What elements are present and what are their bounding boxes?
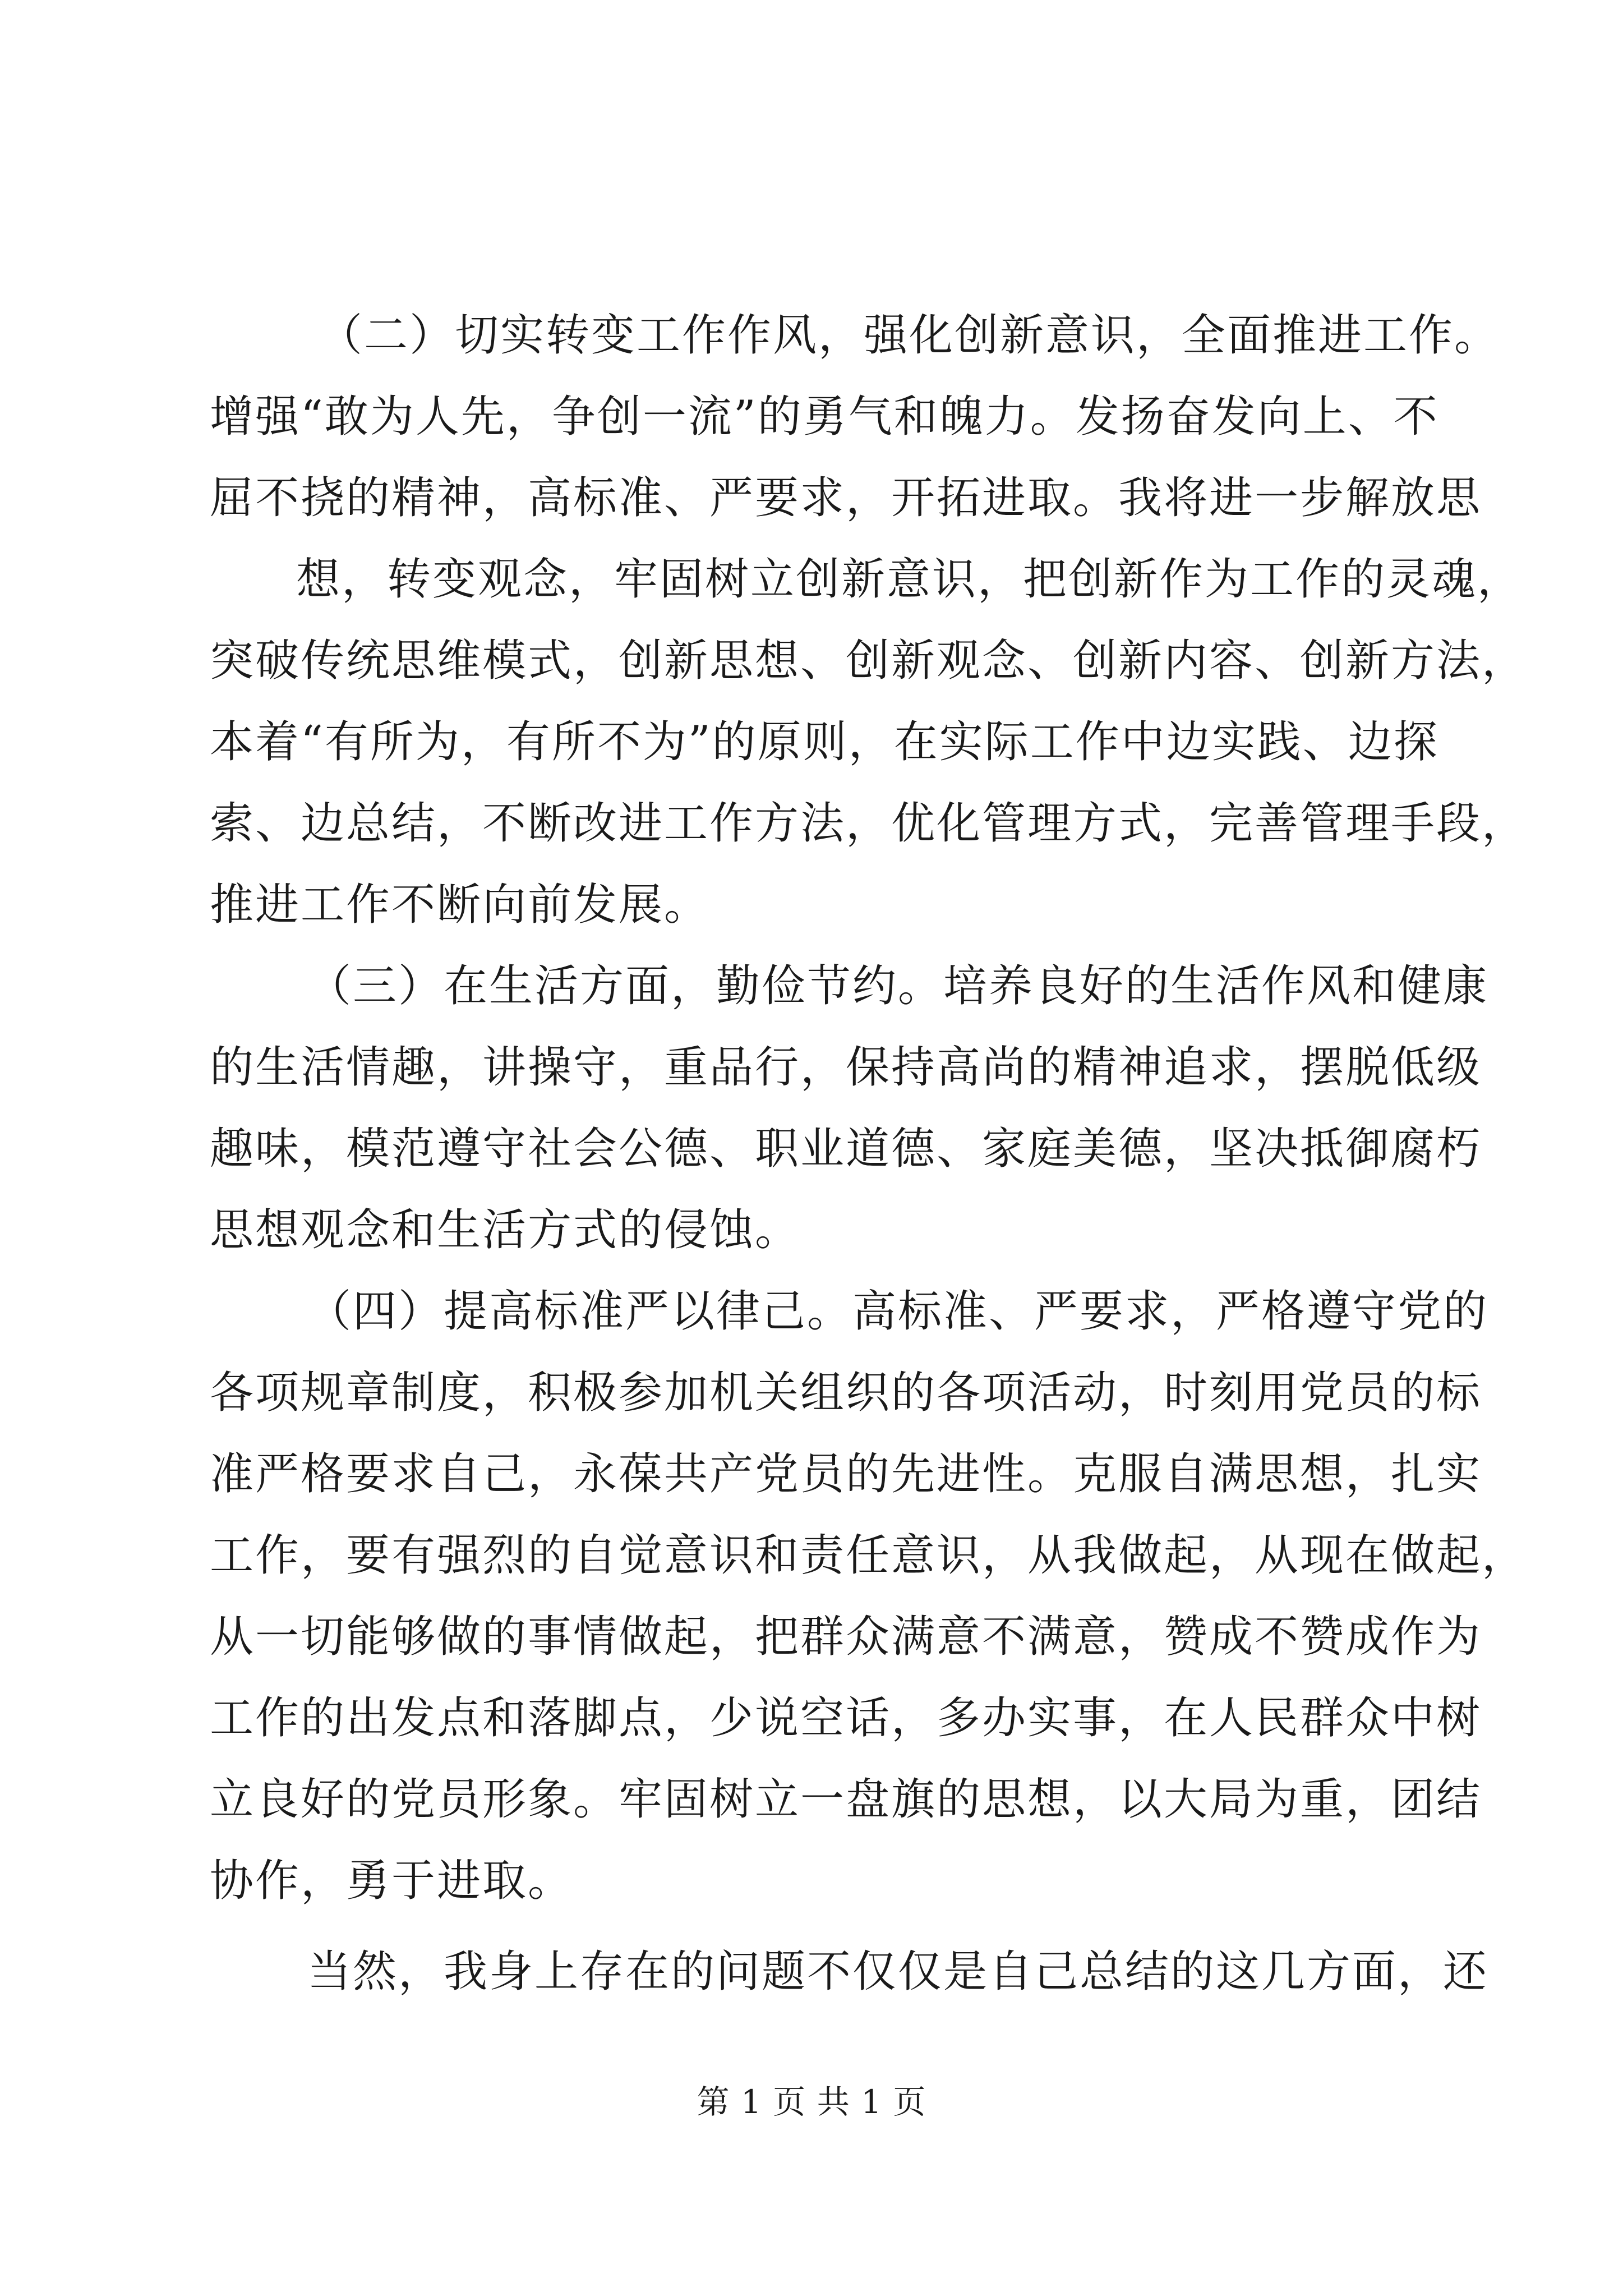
paragraph-line: 想，转变观念，牢固树立创新意识，把创新作为工作的灵魂， bbox=[296, 554, 1523, 605]
paragraph-line: 准严格要求自己，永葆共产党员的先进性。克服自满思想，扎实 bbox=[210, 1449, 1482, 1499]
paragraph-line: 思想观念和生活方式的侵蚀。 bbox=[210, 1205, 801, 1255]
paragraph-line: 立良好的党员形象。牢固树立一盘旗的思想，以大局为重，团结 bbox=[210, 1774, 1482, 1825]
paragraph-line: 屈不挠的精神，高标准、严要求，开拓进取。我将进一步解放思 bbox=[210, 473, 1482, 523]
paragraph-line: 工作，要有强烈的自觉意识和责任意识，从我做起，从现在做起， bbox=[210, 1530, 1528, 1581]
paragraph-line: （四）提高标准严以律己。高标准、严要求，严格遵守党的 bbox=[307, 1286, 1489, 1337]
paragraph-line: 本着“有所为，有所不为”的原则，在实际工作中边实践、边探 bbox=[210, 717, 1439, 767]
paragraph-line: 推进工作不断向前发展。 bbox=[210, 880, 710, 930]
paragraph-line: 趣味，模范遵守社会公德、职业道德、家庭美德，坚决抵御腐朽 bbox=[210, 1124, 1482, 1174]
paragraph-line: 从一切能够做的事情做起，把群众满意不满意，赞成不赞成作为 bbox=[210, 1612, 1482, 1662]
paragraph-line: 工作的出发点和落脚点，少说空话，多办实事，在人民群众中树 bbox=[210, 1693, 1482, 1743]
paragraph-line: 增强“敢为人先，争创一流”的勇气和魄力。发扬奋发向上、不 bbox=[210, 392, 1439, 442]
page-number-footer: 第 1 页 共 1 页 bbox=[697, 2083, 926, 2121]
paragraph-line: 当然，我身上存在的问题不仅仅是自己总结的这几方面，还 bbox=[307, 1947, 1489, 1997]
paragraph-line: 突破传统思维模式，创新思想、创新观念、创新内容、创新方法， bbox=[210, 636, 1528, 686]
paragraph-line: 各项规章制度，积极参加机关组织的各项活动，时刻用党员的标 bbox=[210, 1368, 1482, 1418]
paragraph-line: 协作，勇于进取。 bbox=[210, 1856, 574, 1906]
paragraph-line: 的生活情趣，讲操守，重品行，保持高尚的精神追求，摆脱低级 bbox=[210, 1042, 1482, 1093]
paragraph-line: （二）切实转变工作作风，强化创新意识，全面推进工作。 bbox=[319, 310, 1500, 361]
paragraph-line: （三）在生活方面，勤俭节约。培养良好的生活作风和健康 bbox=[307, 961, 1489, 1011]
paragraph-line: 索、边总结，不断改进工作方法，优化管理方式，完善管理手段， bbox=[210, 798, 1528, 849]
